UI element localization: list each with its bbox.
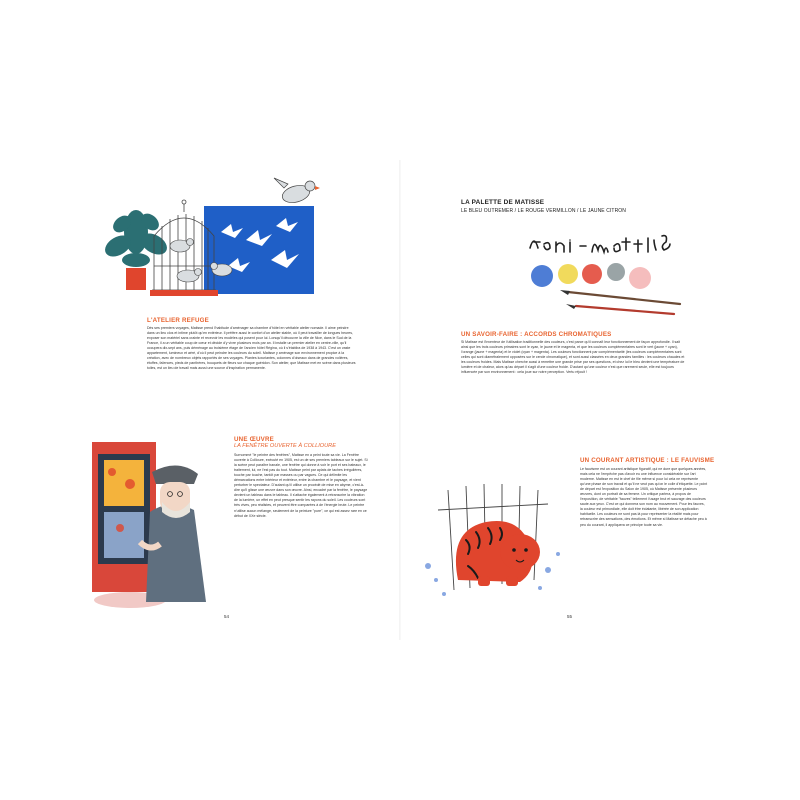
une-oeuvre-body — [234, 453, 368, 588]
section-heading-savoir-faire: UN SAVOIR-FAIRE : ACCORDS CHROMATIQUES — [461, 331, 612, 338]
birdcage-illustration — [96, 170, 336, 310]
atelier-refuge-paragraph: Dès ses premiers voyages, Matisse prend l'habitude d'aménager sa chambre d'hôtel en véritable atelier nomade. Il aime peindre dans un lieu clos et intime plutôt qu'en extérieur. Il préfère aussi le confort d'un atelier stable, où il peut travailler de longues heures, exposer son matériel sans crainte et recevoir les modèles qui posent pour lui. Lorsqu'il découvre la ville de Nice, dans le Sud de la France, il a un véritable coup de cœur et décide d'y vivre plusieurs mois par an. Il installe un premier atelier en centre-ville, qu'il occupera dix-sept ans, puis déménage au troisième étage de l'ancien hôtel Régina, où il s'établira de 1938 à 1943. C'est un vaste appartement, lumineux et aéré, d'où il peut peindre les couleurs du soleil. Matisse y aménage son environnement propice à la création, avec de nombreux objets rapportés de ses voyages. Plantes luxuriantes, colonnes d'oiseaux dans de grandes volières, étoffes, faïences, pieds de panthères, bouquets de fleurs sur chaque guéridon. Son atelier, que Matisse met en scène dans plusieurs toiles, est un lieu de travail mais aussi une source d'inspiration permanente. — [147, 326, 356, 371]
caged-tiger-illustration — [408, 470, 568, 610]
section-heading-palette: LA PALETTE DE MATISSE — [461, 199, 545, 206]
artwork-title: LA FENÊTRE OUVERTE À COLLIOURE — [234, 443, 336, 449]
paint-swatches-illustration — [520, 218, 700, 318]
savoir-faire-body — [461, 340, 687, 420]
page-number-right: 55 — [567, 614, 573, 619]
page-number-left: 54 — [224, 614, 230, 619]
courant-artistique-paragraph: Le fauvisme est un courant artistique figuratif, qui ne dure que quelques années, mais cela ne l'empêche pas d'avoir eu une influence considérable sur l'art moderne. Matisse en est le chef de file même si pour lui cela ne représente qu'une phase de son travail et qu'il ne veut pas qu'on le colle d'étiquette. Le point de départ est l'exposition du Salon de 1905, où Matisse présente plusieurs œuvres, dont un portrait de sa femme. Un critique parlera, à propos de l'exposition, de véritable "fauves" tellement l'usage brut et sauvage des couleurs saute aux yeux. C'est ce qui donnera son nom au mouvement. Pour les fauves, la couleur est primordiale, elle doit être éclatante, libérée de son application habituelle. Les couleurs ne sont pas là pour représenter la réalité mais pour retranscrire des sensations, des émotions. Et même si Matisse se détache peu à peu du courant, il appliquera ce principe toute sa vie. — [580, 467, 708, 527]
palette-colors-list: LE BLEU OUTREMER / LE ROUGE VERMILLON / LE JAUNE CITRON — [461, 208, 626, 214]
savoir-faire-paragraph: Si Matisse est l'inventeur de l'utilisation traditionnelle des couleurs, c'est parce qu'il connaît leur fonctionnement de façon approfondie. Il sait ainsi que les trois couleurs primaires sont le cyan, le jaune et le magenta, et que les couleurs complémentaires sont le vert (jaune + cyan), l'orange (jaune + magenta) et le violet (cyan + magenta). Les couleurs fonctionnent par complémentarité (les couleurs complémentaires sont celles qui sont diamétralement opposées sur le cercle chromatique), et sont aussi classées en deux grandes familles : les couleurs chaudes et les couleurs froides. Mais Matisse cherche aussi à remettre une grande prise par ses questions, et chez lui le bleu devient une température de lumière et de chaleur, alors qu'au départ il s'agit d'une couleur froide. D'autant qu'une couleur n'est que rarement seule, elle est toujours influencée par son environnement : cela joue sur notre perception. Vertu réjouit ! — [461, 340, 685, 375]
section-heading-une-oeuvre: UNE ŒUVRE — [234, 436, 274, 443]
section-heading-atelier-refuge: L'ATELIER REFUGE — [147, 317, 209, 324]
une-oeuvre-paragraph: Surnommé "le peintre des fenêtres", Matisse en a peint toute sa vie. La Fenêtre ouverte à Collioure, exécuté en 1905, est un de ses premiers tableaux sur le sujet. Si la scène peut paraître banale, une fenêtre qui donne à voir le port et ses bateaux, le traitement, lui, ne l'est pas du tout. Matisse peint par aplats de taches irrégulières, touche par touche, tantôt par masses ou par vagues. Ce qui délimite les démarcations entre intérieur et extérieur, entre la chambre et le paysage, et vient perturber le spectateur. D'autant qu'il utilise un procédé de mise en abyme, c'est-à-dire qu'il glisse une œuvre dans son œuvre. Ainsi, encadré par la fenêtre, le paysage devient un tableau dans le tableau. Il s'attache également à retranscrire la vibration de la lumière, un effet en peut presque sentir les rayons du soleil. Les couleurs sont très vives, peu réalistes, et peuvent être comparées à de l'énergie brute. Le peintre n'utilise aucun mélange, seulement de la peinture "pure", ce qui est assez rare en ce début de XXe siècle. — [234, 453, 368, 518]
painter-at-window-illustration — [90, 432, 220, 612]
courant-artistique-body — [580, 467, 708, 597]
section-heading-courant-artistique: UN COURANT ARTISTIQUE : LE FAUVISME — [580, 457, 715, 464]
page-gutter — [399, 160, 401, 640]
atelier-refuge-body — [147, 326, 357, 416]
